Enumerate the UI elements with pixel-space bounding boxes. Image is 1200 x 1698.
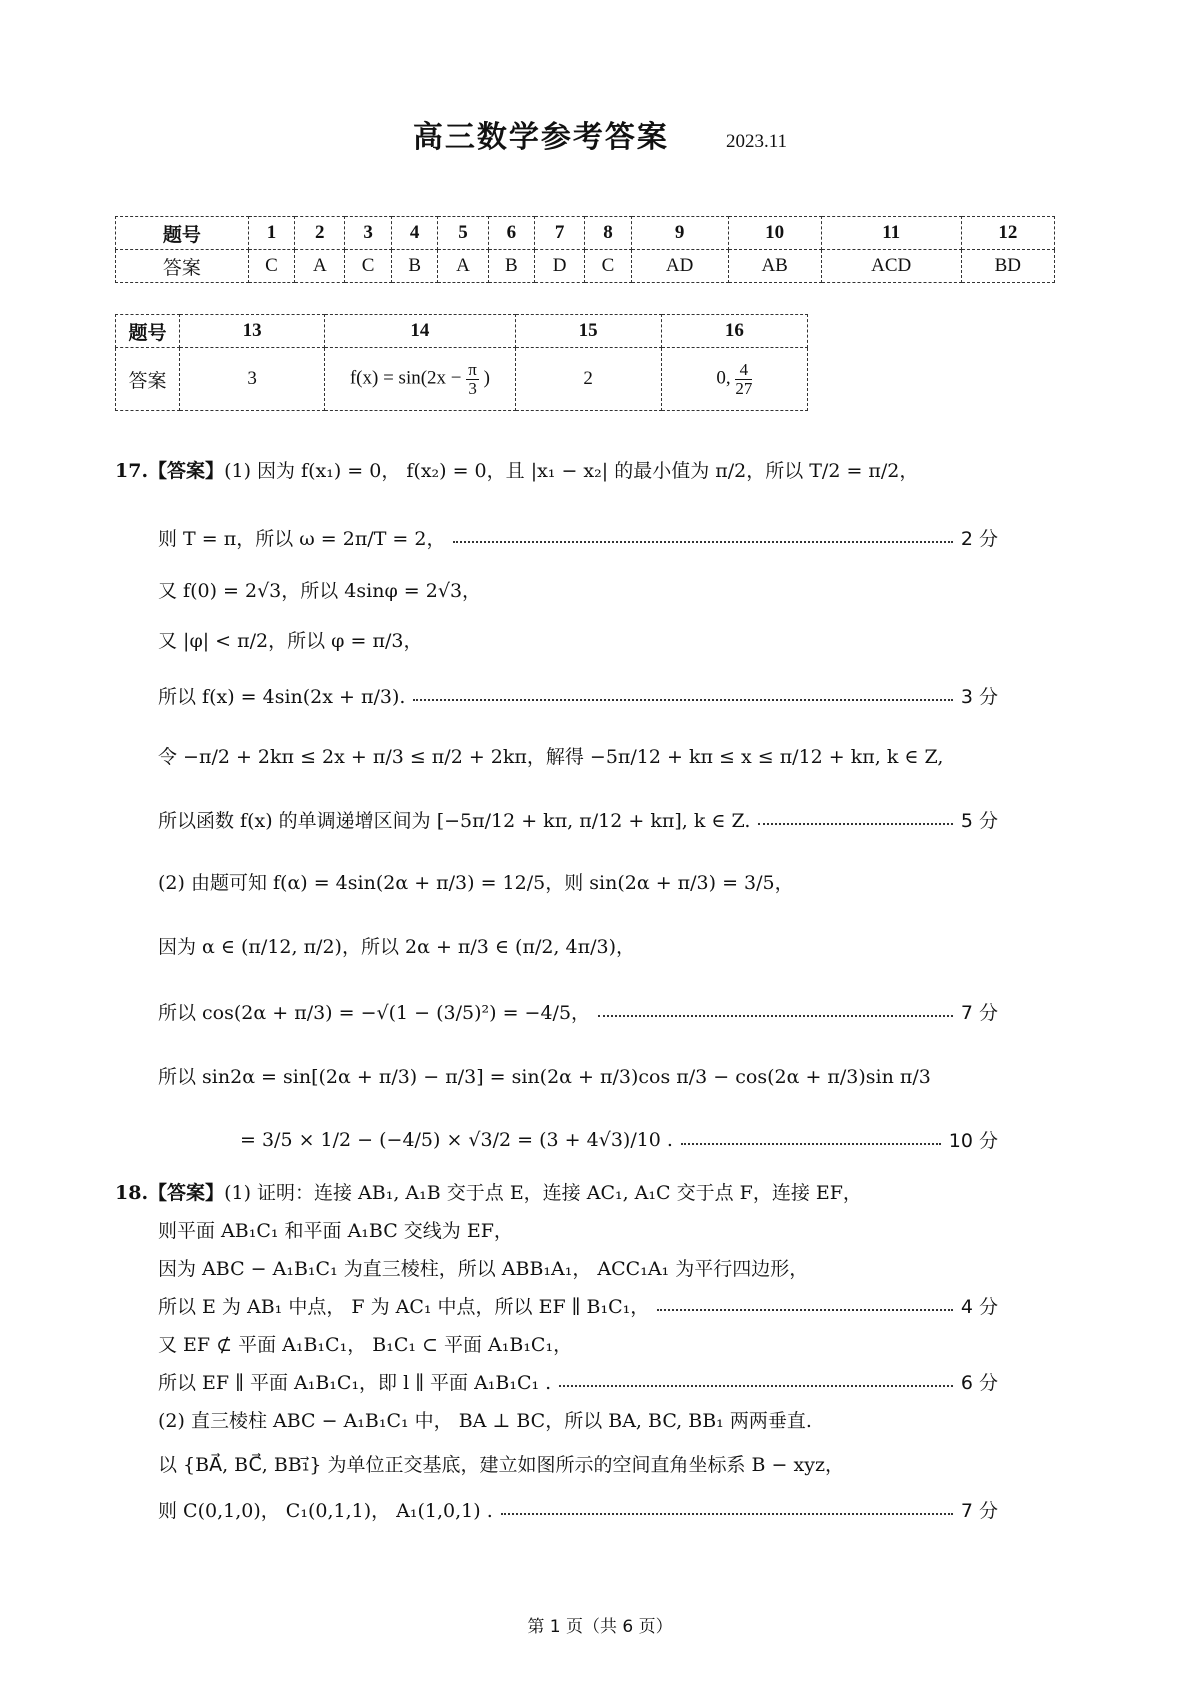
solution-line bbox=[158, 806, 998, 833]
line-text: (1) 证明：连接 AB₁, A₁B 交于点 E，连接 AC₁, A₁C 交于点 F，连接 EF， bbox=[224, 1182, 862, 1204]
question-number: 8 bbox=[585, 217, 632, 250]
answer-table-1 bbox=[115, 216, 1055, 283]
question-number: 7 bbox=[535, 217, 585, 250]
score-mark: 3 分 bbox=[960, 686, 998, 708]
answer-cell: BD bbox=[961, 250, 1054, 283]
answer-cell: C bbox=[248, 250, 295, 283]
line-text: 又 |φ| < π/2，所以 φ = π/3， bbox=[158, 630, 423, 652]
leader-dots bbox=[501, 1513, 953, 1515]
leader-dots bbox=[413, 699, 952, 701]
solution-line bbox=[158, 1330, 998, 1357]
score-mark: 4 分 bbox=[960, 1296, 998, 1318]
solution-line bbox=[158, 1062, 998, 1089]
answer-cell: C bbox=[585, 250, 632, 283]
score-mark: 7 分 bbox=[960, 1002, 998, 1024]
line-text: 以 {BA⃗, BC⃗, BB₁⃗} 为单位正交基底，建立如图所示的空间直角坐标系 B − xyz， bbox=[158, 1454, 844, 1476]
table-row bbox=[116, 217, 1055, 250]
solution-line bbox=[158, 1292, 998, 1319]
page-date: 2023.11 bbox=[726, 131, 788, 152]
answer-cell: AD bbox=[631, 250, 728, 283]
solution-line bbox=[158, 1406, 998, 1433]
solution-line bbox=[158, 1368, 998, 1395]
solution-line bbox=[158, 524, 998, 551]
question-number: 15 bbox=[515, 315, 661, 348]
numerator: π bbox=[468, 359, 477, 379]
question-number: 12 bbox=[961, 217, 1054, 250]
question-number: 1 bbox=[248, 217, 295, 250]
solution-line bbox=[158, 1496, 998, 1523]
solution-line bbox=[115, 1178, 955, 1205]
question-number: 14 bbox=[325, 315, 515, 348]
denominator: 27 bbox=[735, 378, 753, 398]
solution-line bbox=[240, 1126, 998, 1153]
question-number: 13 bbox=[180, 315, 325, 348]
score-mark: 2 分 bbox=[960, 528, 998, 550]
line-text: 所以 f(x) = 4sin(2x + π/3). bbox=[158, 686, 406, 708]
row-label-question: 题号 bbox=[116, 315, 180, 348]
leader-dots bbox=[681, 1143, 941, 1145]
solution-line bbox=[158, 932, 998, 959]
answer-cell: 3 bbox=[180, 348, 325, 411]
answer-cell: C bbox=[345, 250, 392, 283]
question-number: 10 bbox=[728, 217, 821, 250]
answer-cell-formula bbox=[325, 348, 515, 411]
solution-line bbox=[158, 998, 998, 1025]
solution-line bbox=[158, 1216, 998, 1243]
page-title: 高三数学参考答案 bbox=[412, 120, 669, 155]
line-text: (2) 直三棱柱 ABC − A₁B₁C₁ 中， BA ⊥ BC，所以 BA, BC, BB₁ 两两垂直. bbox=[158, 1410, 812, 1432]
solution-line bbox=[158, 868, 998, 895]
solution-line bbox=[158, 576, 998, 603]
formula-left: f(x) = sin(2x − bbox=[349, 367, 462, 389]
formula-right: ) bbox=[483, 367, 490, 389]
solution-line bbox=[115, 456, 955, 483]
question-number: 3 bbox=[345, 217, 392, 250]
line-text: 因为 α ∈ (π/12, π/2)，所以 2α + π/3 ∈ (π/2, 4π/3)， bbox=[158, 936, 635, 958]
answer-cell: D bbox=[535, 250, 585, 283]
leader-dots bbox=[453, 541, 952, 543]
line-text: 所以 sin2α = sin[(2α + π/3) − π/3] = sin(2α + π/3)cos π/3 − cos(2α + π/3)sin π/3 bbox=[158, 1066, 931, 1088]
line-text: 因为 ABC − A₁B₁C₁ 为直三棱柱，所以 ABB₁A₁， ACC₁A₁ 为平行四边形， bbox=[158, 1258, 809, 1280]
table-row bbox=[116, 348, 808, 411]
formula-left: 0, bbox=[716, 367, 731, 389]
numerator: 4 bbox=[735, 361, 752, 380]
leader-dots bbox=[758, 823, 952, 825]
line-text: 所以函数 f(x) 的单调递增区间为 [−5π/12 + kπ, π/12 + kπ], k ∈ Z. bbox=[158, 810, 751, 832]
leader-dots bbox=[559, 1385, 953, 1387]
answer-lead-17: 17.【答案】 bbox=[115, 460, 225, 482]
answer-cell: A bbox=[438, 250, 488, 283]
line-text: 令 −π/2 + 2kπ ≤ 2x + π/3 ≤ π/2 + 2kπ，解得 −5π/12 + kπ ≤ x ≤ π/12 + kπ, k ∈ Z, bbox=[158, 746, 944, 768]
question-number: 9 bbox=[631, 217, 728, 250]
table-row bbox=[116, 250, 1055, 283]
denominator: 3 bbox=[468, 378, 477, 398]
line-text: (2) 由题可知 f(α) = 4sin(2α + π/3) = 12/5，则 sin(2α + π/3) = 3/5， bbox=[158, 872, 794, 894]
table-row bbox=[116, 315, 808, 348]
leader-dots bbox=[657, 1309, 953, 1311]
answer-cell: AB bbox=[728, 250, 821, 283]
score-mark: 6 分 bbox=[960, 1372, 998, 1394]
fraction bbox=[466, 361, 479, 398]
solution-line bbox=[158, 682, 998, 709]
score-mark: 5 分 bbox=[960, 810, 998, 832]
question-number: 4 bbox=[391, 217, 438, 250]
answer-cell-formula bbox=[661, 348, 807, 411]
solution-line bbox=[158, 1450, 998, 1477]
line-text: 又 f(0) = 2√3，所以 4sinφ = 2√3， bbox=[158, 580, 482, 602]
line-text: 则 C(0,1,0)， C₁(0,1,1)， A₁(1,0,1) . bbox=[158, 1500, 493, 1522]
fraction bbox=[735, 361, 752, 398]
question-number: 16 bbox=[661, 315, 807, 348]
score-mark: 7 分 bbox=[960, 1500, 998, 1522]
solution-line bbox=[158, 742, 998, 769]
line-text: 所以 EF ∥ 平面 A₁B₁C₁，即 l ∥ 平面 A₁B₁C₁ . bbox=[158, 1372, 552, 1394]
line-text: 又 EF ⊄ 平面 A₁B₁C₁， B₁C₁ ⊂ 平面 A₁B₁C₁， bbox=[158, 1334, 573, 1356]
row-label-answer: 答案 bbox=[116, 250, 249, 283]
line-text: 所以 E 为 AB₁ 中点， F 为 AC₁ 中点，所以 EF ∥ B₁C₁， bbox=[158, 1296, 650, 1318]
solution-line bbox=[158, 626, 998, 653]
question-number: 6 bbox=[488, 217, 535, 250]
line-text: (1) 因为 f(x₁) = 0， f(x₂) = 0，且 |x₁ − x₂| 的最小值为 π/2，所以 T/2 = π/2， bbox=[224, 460, 919, 482]
row-label-answer: 答案 bbox=[116, 348, 180, 411]
page-footer: 第 1 页（共 6 页） bbox=[527, 1617, 673, 1637]
solution-line bbox=[158, 1254, 998, 1281]
answer-table-2 bbox=[115, 314, 808, 411]
score-mark: 10 分 bbox=[948, 1130, 998, 1152]
question-number: 11 bbox=[821, 217, 961, 250]
leader-dots bbox=[598, 1015, 953, 1017]
answer-lead-18: 18.【答案】 bbox=[115, 1182, 225, 1204]
question-number: 5 bbox=[438, 217, 488, 250]
line-text: 则平面 AB₁C₁ 和平面 A₁BC 交线为 EF， bbox=[158, 1220, 513, 1242]
line-text: 则 T = π，所以 ω = 2π/T = 2， bbox=[158, 528, 446, 550]
row-label-question: 题号 bbox=[116, 217, 249, 250]
answer-cell: B bbox=[488, 250, 535, 283]
answer-cell: A bbox=[295, 250, 345, 283]
page-title-block bbox=[0, 112, 1200, 156]
answer-cell: ACD bbox=[821, 250, 961, 283]
line-text: 所以 cos(2α + π/3) = −√(1 − (3/5)²) = −4/5， bbox=[158, 1002, 591, 1024]
answer-cell: 2 bbox=[515, 348, 661, 411]
line-text: = 3/5 × 1/2 − (−4/5) × √3/2 = (3 + 4√3)/10 . bbox=[240, 1128, 673, 1151]
question-number: 2 bbox=[295, 217, 345, 250]
answer-cell: B bbox=[391, 250, 438, 283]
